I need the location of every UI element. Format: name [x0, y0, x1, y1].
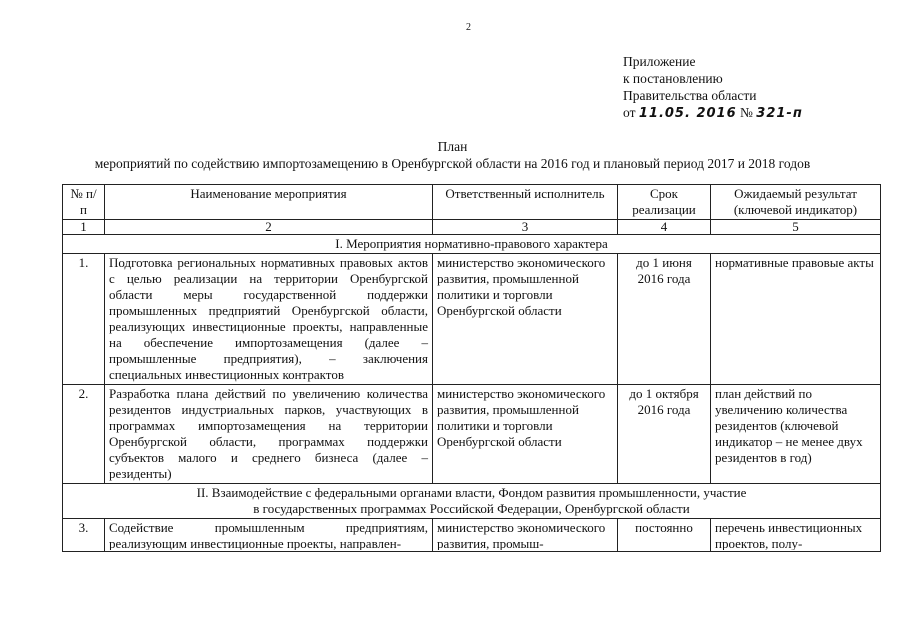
section-row	[63, 484, 881, 519]
page-number: 2	[466, 22, 471, 33]
column-number: 1	[63, 220, 105, 235]
handwritten-number: 321-п	[756, 106, 803, 121]
column-number: 2	[105, 220, 433, 235]
column-number: 4	[618, 220, 711, 235]
column-number: 5	[711, 220, 881, 235]
row-measure-name: Подготовка региональных нормативных правовых актов с целью реализации на территории Оренбургской области меры государственной поддержки промышленных предприятий Оренбургской области, реализующих инвестиционные проекты, направленные на обеспечение импортозамещения (далее – промышленные предприятия), – заключения специальных инвестиционных контрактов	[105, 254, 433, 385]
header-row	[63, 185, 881, 220]
appendix-line-3: Правительства области	[623, 88, 757, 103]
appendix-line-1: Приложение	[623, 54, 696, 69]
row-measure-name-text: Содействие промышленным предприятиям, реализующим инвестиционные проекты, направлен-	[109, 520, 428, 550]
date-prefix: от	[623, 105, 636, 120]
plan-table	[62, 184, 881, 552]
row-executor: министерство экономического развития, промышленной политики и торговли Оренбургской области	[433, 254, 618, 385]
row-executor: министерство экономического развития, промышленной политики и торговли Оренбургской области	[433, 385, 618, 484]
row-number: 2.	[63, 385, 105, 484]
row-result	[711, 519, 881, 552]
section-2-line-1: II. Взаимодействие с федеральными органами власти, Фондом развития промышленности, участие	[196, 485, 747, 500]
row-measure-name	[105, 519, 433, 552]
row-result: нормативные правовые акты	[711, 254, 881, 385]
header-name: Наименование мероприятия	[105, 185, 433, 220]
row-term: до 1 июня 2016 года	[618, 254, 711, 385]
row-number: 1.	[63, 254, 105, 385]
title-subtitle: мероприятий по содействию импортозамещению в Оренбургской области на 2016 год и плановый период 2017 и 2018 годов	[94, 156, 811, 171]
header-term: Срок реализации	[618, 185, 711, 220]
table-row	[63, 385, 881, 484]
row-executor	[433, 519, 618, 552]
appendix-block	[623, 53, 803, 122]
row-number	[63, 519, 105, 552]
column-number: 3	[433, 220, 618, 235]
row-number-text: 3.	[78, 520, 89, 535]
row-term	[618, 519, 711, 552]
section-2-line-2: в государственных программах Российской Федерации, Оренбургской области	[253, 501, 690, 516]
table-row	[63, 519, 881, 552]
appendix-line-2: к постановлению	[623, 71, 723, 86]
section-2-title	[63, 484, 881, 519]
header-num: № п/п	[63, 185, 105, 220]
document-title	[0, 138, 905, 172]
row-measure-name: Разработка плана действий по увеличению количества резидентов индустриальных парков, участвующих в программах импортозамещения на территории Оренбургской области, программах поддержки субъектов малого и среднего бизнеса (далее – резиденты)	[105, 385, 433, 484]
row-result: план действий по увеличению количества резидентов (ключевой индикатор – не менее двух резидентов в год)	[711, 385, 881, 484]
header-executor: Ответственный исполнитель	[433, 185, 618, 220]
row-term-text: постоянно	[635, 520, 693, 535]
number-prefix: №	[740, 105, 753, 120]
title-heading: План	[437, 139, 468, 154]
header-result: Ожидаемый результат (ключевой индикатор)	[711, 185, 881, 220]
section-1-title: I. Мероприятия нормативно-правового характера	[63, 235, 881, 254]
row-result-text: перечень инвестиционных проектов, полу-	[715, 520, 863, 550]
appendix-date-line	[623, 104, 803, 122]
section-row	[63, 235, 881, 254]
column-number-row	[63, 220, 881, 235]
row-term: до 1 октября 2016 года	[618, 385, 711, 484]
row-executor-text: министерство экономического развития, промыш-	[437, 520, 606, 550]
table-row	[63, 254, 881, 385]
handwritten-date: 11.05. 2016	[638, 106, 737, 121]
